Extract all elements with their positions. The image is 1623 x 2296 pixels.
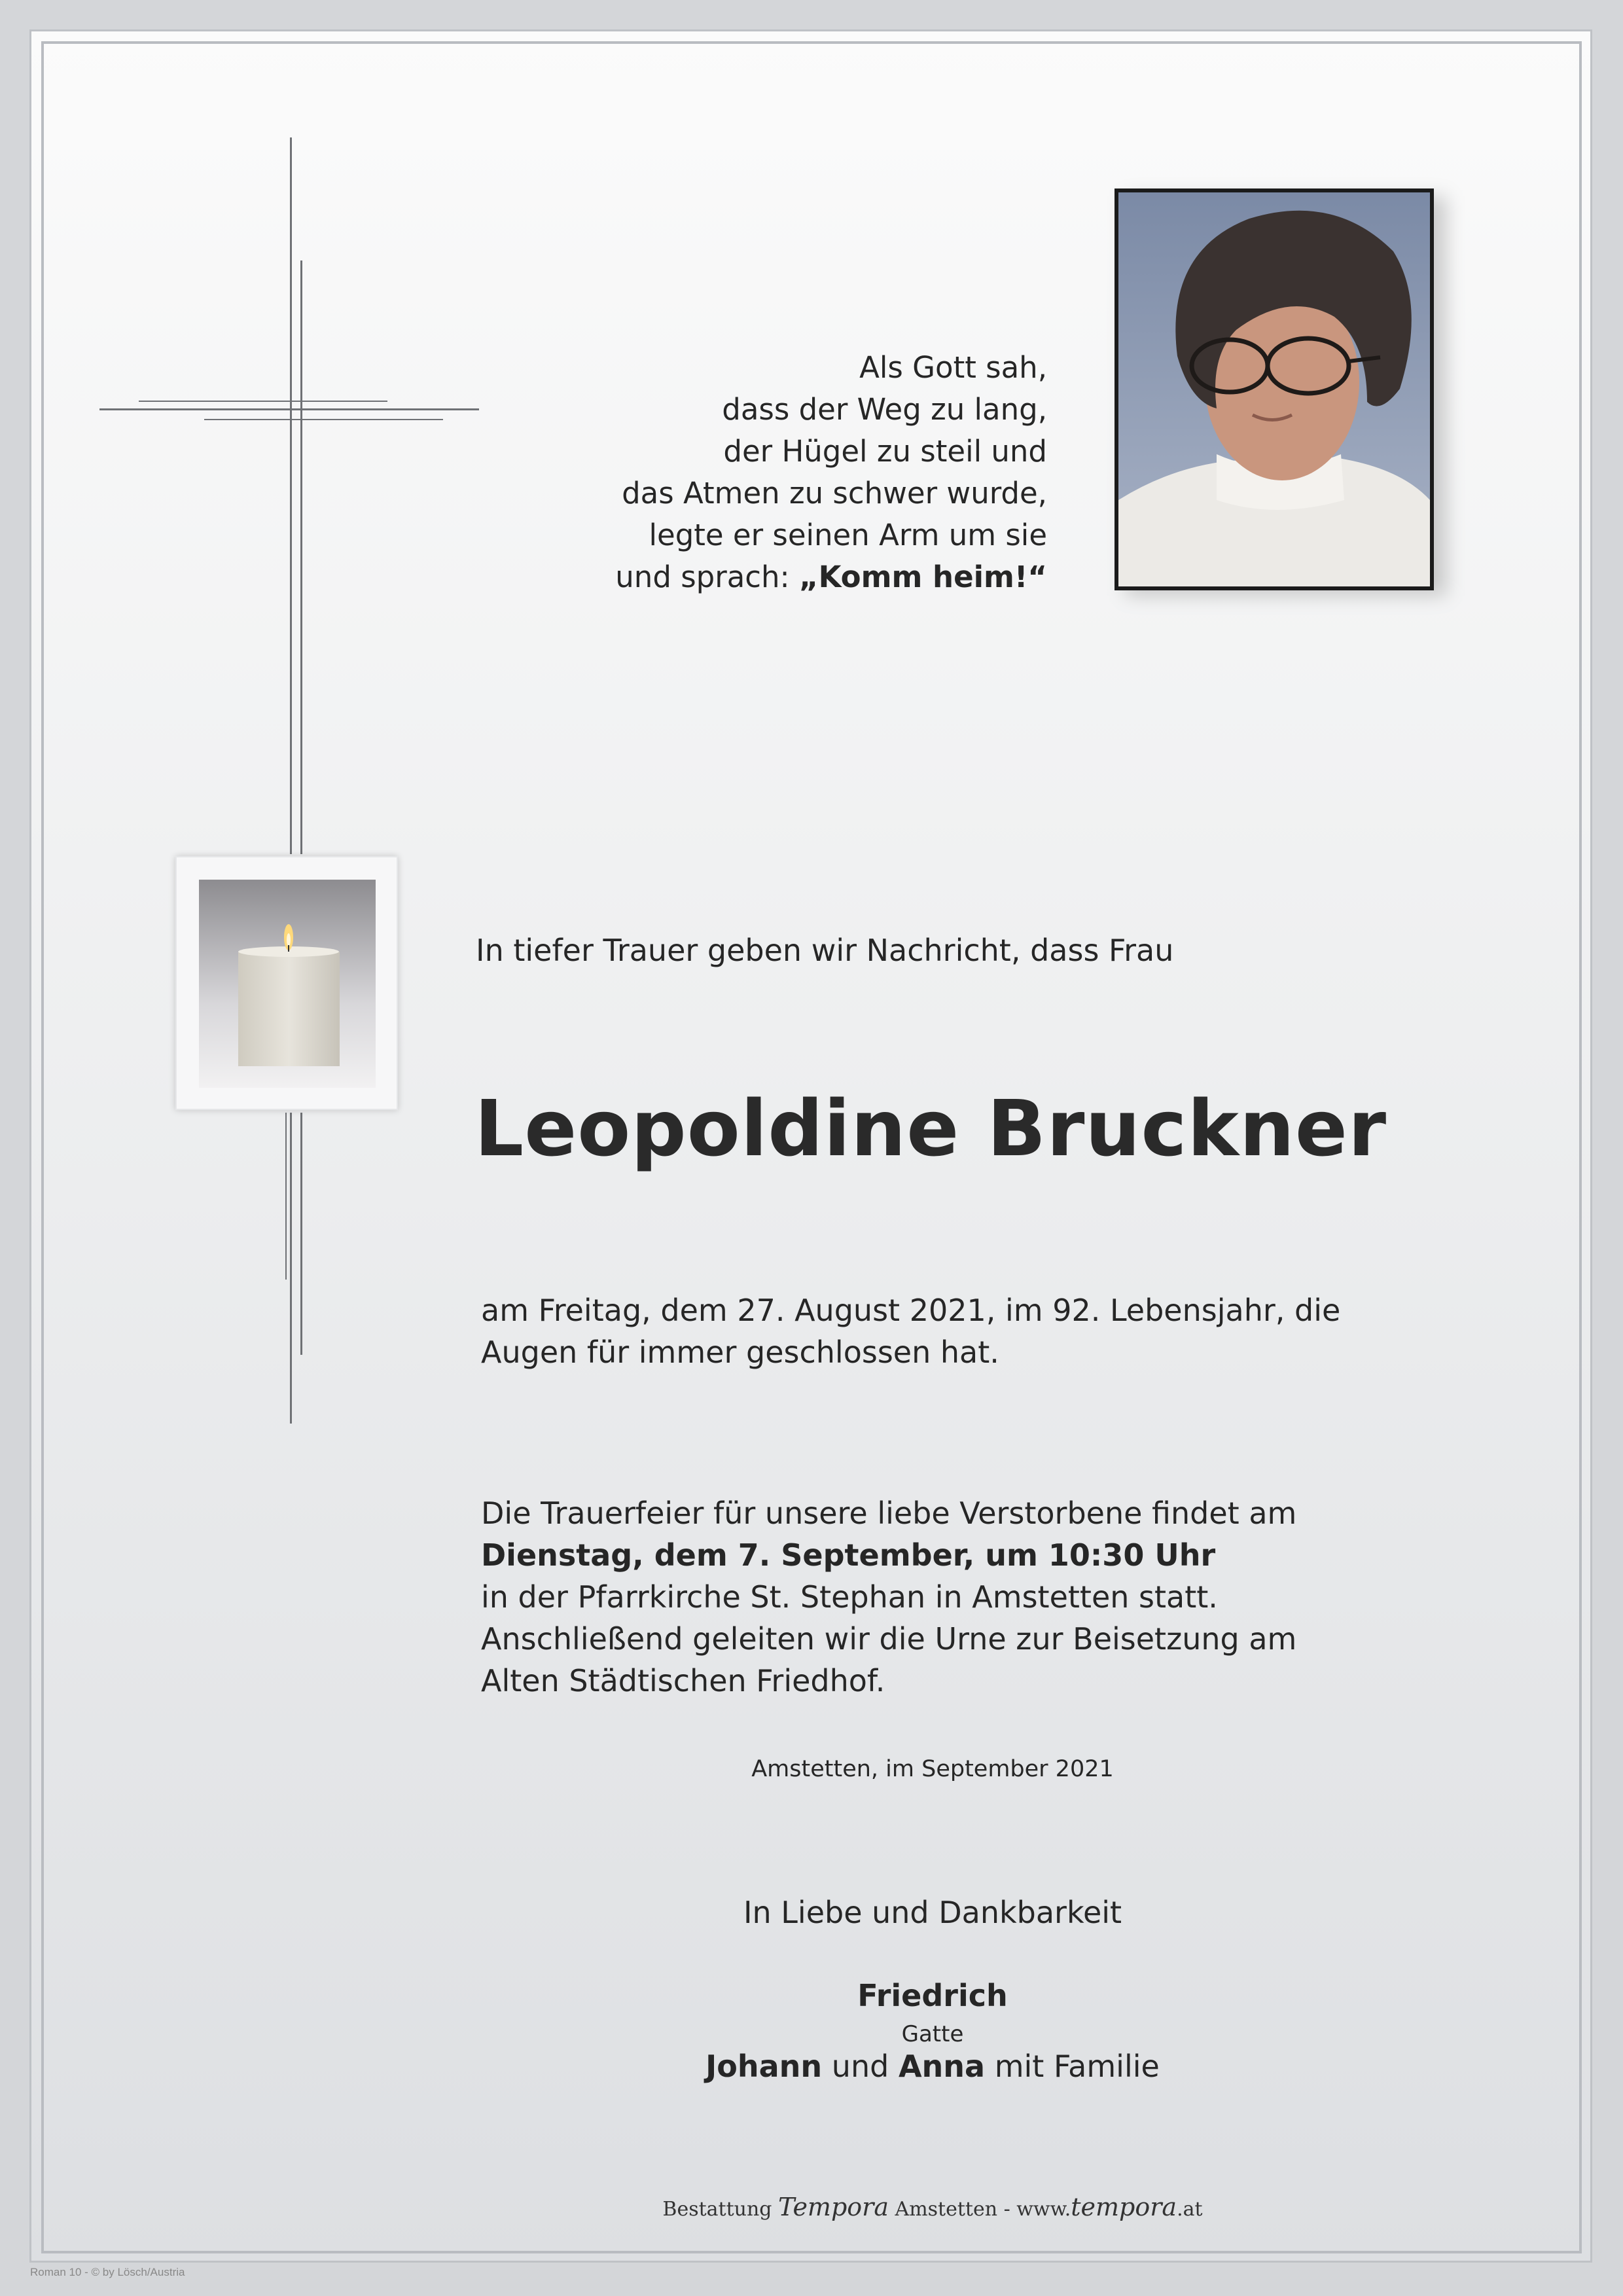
ceremony-line: Anschließend geleiten wir die Urne zur Beisetzung am [481,1621,1297,1657]
mourner-name: Anna [898,2049,986,2084]
intro-text: In tiefer Trauer geben wir Nachricht, dass Frau [476,933,1174,968]
death-line: Augen für immer geschlossen hat. [481,1335,999,1370]
death-line: am Freitag, dem 27. August 2021, im 92. Lebensjahr, die [481,1293,1341,1328]
poem-line: legte er seinen Arm um sie [649,518,1047,552]
ceremony-line: Alten Städtischen Friedhof. [481,1663,885,1698]
death-paragraph [481,1289,1397,1373]
poem-line-last [615,556,1047,598]
footer-brand: Tempora [778,2193,889,2221]
poem [615,347,1047,598]
footer-url-brand: tempora [1071,2193,1177,2221]
poem-line: Als Gott sah, [859,350,1047,385]
poem-last-prefix: und sprach: [615,560,800,594]
poem-quote: „Komm heim!“ [799,560,1047,594]
poem-line: der Hügel zu steil und [723,434,1047,469]
poem-line: dass der Weg zu lang, [722,392,1047,427]
candle-icon [199,880,376,1088]
copyright-note: Roman 10 - © by Lösch/Austria [30,2266,185,2278]
mourner-suffix: mit Familie [985,2049,1160,2084]
poem-line: das Atmen zu schwer wurde, [622,476,1047,511]
ceremony-date: Dienstag, dem 7. September, um 10:30 Uhr [481,1537,1216,1573]
funeral-home-footer [0,2193,1623,2221]
ceremony-paragraph [481,1492,1397,1702]
ceremony-line: in der Pfarrkirche St. Stephan in Amstetten statt. [481,1579,1218,1615]
mourner-connector: und [822,2049,899,2084]
mourner-family [0,2049,1623,2084]
candle-card [175,856,398,1110]
ceremony-line: Die Trauerfeier für unsere liebe Verstorbene findet am [481,1496,1297,1531]
footer-suffix: Amstetten - www. [889,2198,1071,2221]
portrait-photo [1115,188,1434,590]
mourner-name: Johann [705,2049,823,2084]
place-date: Amstetten, im September 2021 [751,1756,1114,1782]
deceased-name: Leopoldine Bruckner [474,1083,1387,1174]
mourner-name: Friedrich [857,1978,1008,2013]
mourner-role: Gatte [901,2021,964,2047]
closing-phrase: In Liebe und Dankbarkeit [743,1895,1122,1930]
footer-url-tld: .at [1177,2198,1203,2221]
footer-prefix: Bestattung [662,2198,779,2221]
